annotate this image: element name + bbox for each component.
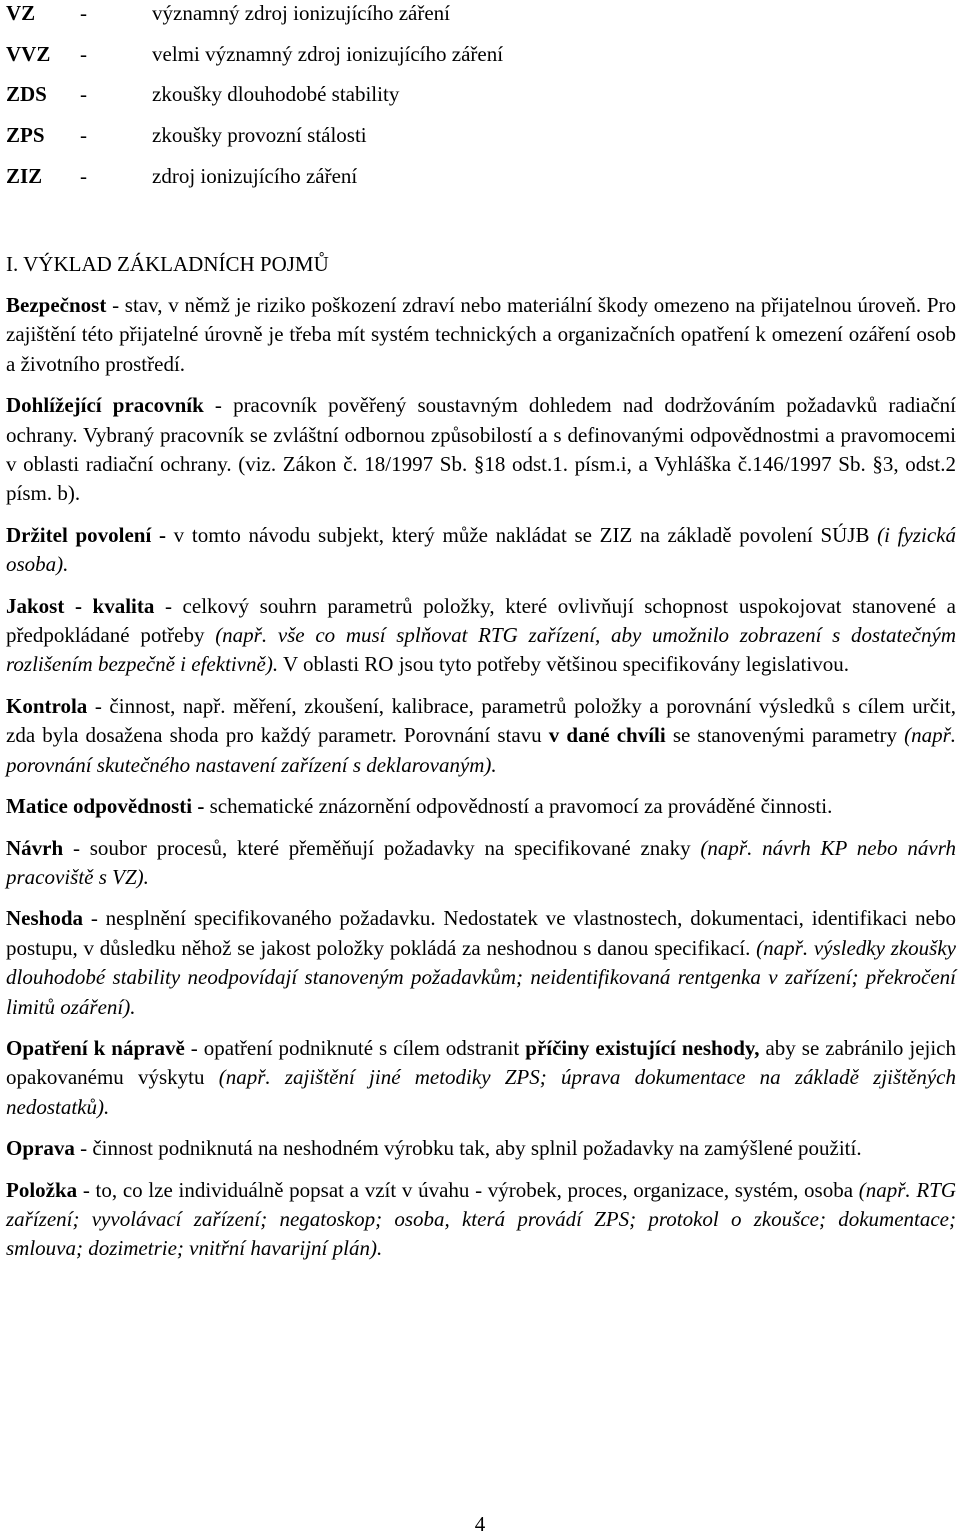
page-number: 4 — [474, 1512, 486, 1536]
abbreviation-dash: - — [80, 41, 87, 66]
definition-text: - pracovník pověřený soustavným dohledem nad dodržováním požadavků radiační ochrany. Vybraný pracovník se zvláštní odbornou způsobilostí a s definovanými odpovědnostmi a pravomocemi v oblasti radiační ochrany. (viz. Zákon č. 18/1997 Sb. §18 odst.1. písm.i, a Vyhláška č.146/1997 Sb. §3, odst.2 písm. b). — [6, 393, 956, 506]
definition-term: Návrh — [6, 835, 64, 860]
definition-example: (např. RTG zařízení; vyvolávací zařízení; negatoskop; osoba, která provádí ZPS; protokol o zkoušce; dokumentace; smlouva; dozimetrie; vnitřní havarijní plán). — [6, 1177, 956, 1261]
definition-paragraph — [6, 291, 956, 379]
abbreviation-meaning: zkoušky dlouhodobé stability — [152, 82, 400, 107]
definition-example: (i fyzická osoba). — [6, 522, 956, 577]
definition-paragraph — [6, 1176, 956, 1264]
definition-term: Opatření k nápravě — [6, 1035, 185, 1060]
definition-text: - nesplnění specifikovaného požadavku. Nedostatek ve vlastnostech, dokumentaci, identifikaci nebo postupu, v důsledku něhož se jakost položky pokládá za neshodnou s danou specifikací. — [6, 906, 956, 960]
abbreviation-dash: - — [80, 123, 87, 148]
abbreviation-list — [6, 0, 946, 203]
definition-text: v tomto návodu subjekt, který může nakládat se ZIZ na základě povolení SÚJB — [166, 522, 878, 547]
definitions-list — [6, 291, 956, 1276]
definition-paragraph — [6, 904, 956, 1022]
definition-text: - činnost, např. měření, zkoušení, kalibrace, parametrů položky a porovnání výsledků s cílem určit, zda byla dosažena shoda pro každý parametr. Porovnání stavu — [6, 693, 956, 748]
definition-text: - opatření podniknuté s cílem odstranit — [184, 1035, 526, 1060]
abbreviation-row — [6, 122, 946, 163]
definition-term: Dohlížející pracovník — [6, 393, 204, 418]
definition-example: (např. návrh KP nebo návrh pracoviště s VZ). — [6, 835, 956, 889]
definition-paragraph — [6, 1034, 956, 1122]
definition-term: Bezpečnost — [6, 293, 107, 317]
definition-example: (např. výsledky zkoušky dlouhodobé stability neodpovídají stanoveným požadavkům; neidentifikovaná rentgenka v zařízení; překročení limitů ozáření). — [6, 935, 956, 1019]
abbreviation-code: VVZ — [6, 41, 51, 66]
definition-term: příčiny existující neshody, — [525, 1035, 760, 1060]
section-heading: I. VÝKLAD ZÁKLADNÍCH POJMŮ — [6, 252, 329, 276]
definition-paragraph — [6, 792, 956, 821]
abbreviation-meaning: velmi významný zdroj ionizujícího záření — [152, 41, 504, 66]
definition-term: Neshoda — [6, 906, 84, 931]
definition-term: Matice odpovědnosti - — [6, 794, 205, 819]
definition-text: - soubor procesů, které přeměňují požadavky na specifikované znaky — [63, 835, 701, 860]
definition-paragraph — [6, 592, 956, 680]
abbreviation-code: ZIZ — [6, 163, 43, 188]
abbreviation-meaning: zkoušky provozní stálosti — [152, 123, 367, 148]
definition-term: Položka — [6, 1177, 78, 1202]
definition-term: Držitel povolení - — [6, 522, 166, 547]
abbreviation-row — [6, 81, 946, 122]
definition-text: schematické znázornění odpovědností a pravomocí za prováděné činnosti. — [204, 794, 833, 819]
abbreviation-code: VZ — [6, 1, 36, 25]
definition-term: Oprava — [6, 1136, 75, 1161]
abbreviation-dash: - — [80, 82, 87, 107]
definition-paragraph — [6, 391, 956, 509]
definition-term: v dané chvíli — [548, 723, 666, 748]
abbreviation-row — [6, 0, 946, 41]
definition-text: V oblasti RO jsou tyto potřeby většinou specifikovány legislativou. — [278, 652, 849, 677]
definition-text: - celkový souhrn parametrů položky, které ovlivňují schopnost uspokojovat stanovené a předpokládané potřeby — [6, 593, 956, 648]
definition-term: Kontrola — [6, 693, 88, 718]
definition-example: (např. porovnání skutečného nastavení zařízení s deklarovaným). — [6, 723, 957, 777]
abbreviation-code: ZPS — [6, 123, 45, 148]
definition-paragraph — [6, 834, 956, 893]
definition-text: se stanovenými parametry — [665, 723, 905, 748]
definition-paragraph — [6, 1134, 956, 1163]
abbreviation-dash: - — [80, 1, 87, 25]
definition-text: - stav, v němž je riziko poškození zdraví nebo materiální škody omezeno na přijatelnou úroveň. Pro zajištění této přijatelné úrovně je třeba mít systém technických a organizačních opatření k omezení ozáření osob a životního prostředí. — [6, 293, 956, 376]
abbreviation-code: ZDS — [6, 82, 47, 107]
abbreviation-row — [6, 41, 946, 82]
abbreviation-row — [6, 163, 946, 204]
definition-text: aby se zabránilo jejich opakovanému výskytu — [6, 1035, 957, 1090]
abbreviation-dash: - — [80, 163, 87, 188]
definition-text: - to, co lze individuálně popsat a vzít v úvahu - výrobek, proces, organizace, systém, osoba — [77, 1177, 859, 1202]
definition-text: - činnost podniknutá na neshodném výrobku tak, aby splnil požadavky na zamýšlené použití. — [74, 1136, 862, 1161]
definition-term: Jakost - kvalita — [6, 593, 155, 618]
definition-paragraph — [6, 521, 956, 580]
definition-example: (např. vše co musí splňovat RTG zařízení, aby umožnilo zobrazení s dostatečným rozlišením bezpečně i efektivně). — [6, 623, 956, 677]
abbreviation-meaning: zdroj ionizujícího záření — [152, 163, 358, 188]
definition-example: (např. zajištění jiné metodiky ZPS; úprava dokumentace na základě zjištěných nedostatků). — [6, 1065, 956, 1119]
definition-paragraph — [6, 692, 956, 780]
abbreviation-meaning: významný zdroj ionizujícího záření — [152, 1, 450, 25]
